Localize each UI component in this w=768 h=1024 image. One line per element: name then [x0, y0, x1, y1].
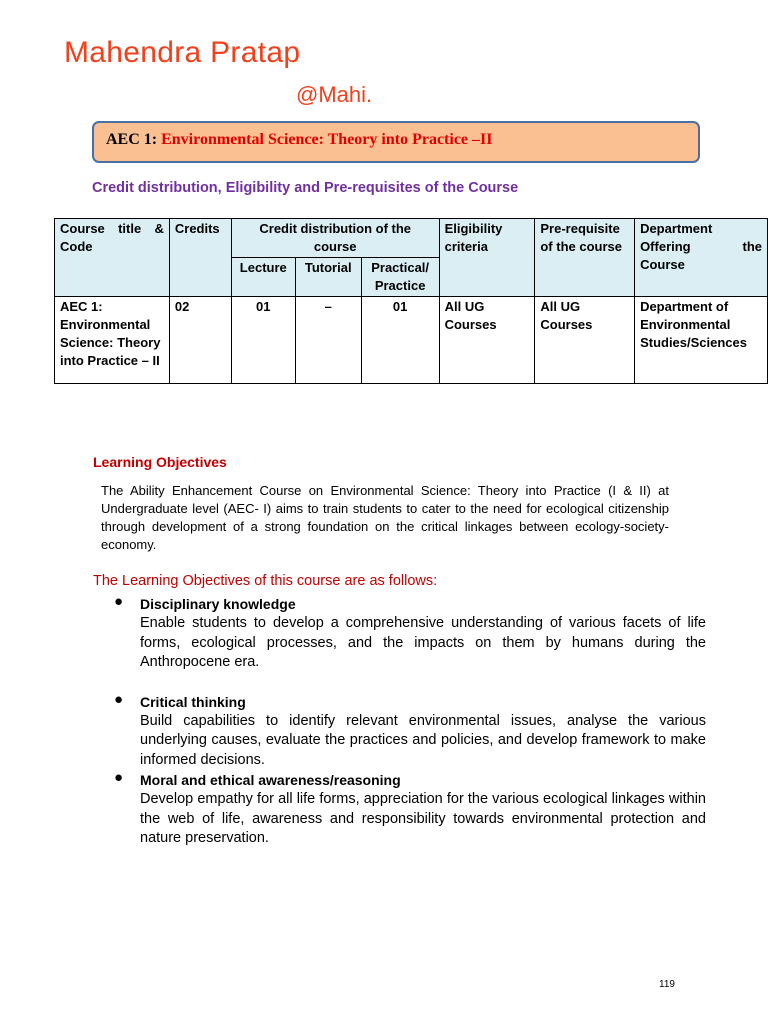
- header-credits: Credits: [169, 219, 231, 297]
- header-department: Department Offering the Course: [635, 219, 768, 297]
- objective-text: Build capabilities to identify relevant environmental issues, analyse the various underlying causes, evaluate the practices and policies, and develop framework to make informed decisions.: [140, 712, 706, 768]
- objective-text: Develop empathy for all life forms, appreciation for the various ecological linkages within the web of life, awareness and responsibility towards environmental protection and nature preservation.: [140, 791, 706, 846]
- course-code: AEC 1:: [106, 131, 158, 148]
- header-course-title-code: Course title & Code: [55, 219, 170, 297]
- list-item: [110, 594, 706, 673]
- author-name: Mahendra Pratap: [64, 36, 301, 69]
- objective-title: Moral and ethical awareness/reasoning: [140, 772, 401, 788]
- header-tutorial: Tutorial: [295, 258, 361, 297]
- course-title-box: [92, 121, 700, 163]
- learning-objectives-heading: Learning Objectives: [93, 454, 227, 470]
- objective-title: Critical thinking: [140, 693, 246, 710]
- list-item: [110, 770, 706, 849]
- cell-credits: 02: [169, 297, 231, 384]
- objective-text: Enable students to develop a comprehensive understanding of various facets of life forms, ecological processes, and the impacts on them by humans during the Anthropocene era.: [140, 615, 706, 670]
- cell-department: Department of Environmental Studies/Sciences: [635, 297, 768, 384]
- credit-table: [54, 218, 768, 384]
- objective-title: Disciplinary knowledge: [140, 596, 296, 612]
- cell-eligibility: All UG Courses: [439, 297, 535, 384]
- credit-section-heading: Credit distribution, Eligibility and Pre-requisites of the Course: [92, 180, 519, 196]
- header-prerequisite: Pre-requisite of the course: [535, 219, 635, 297]
- course-title: Environmental Science: Theory into Practice –II: [161, 131, 493, 148]
- learning-objectives-lead: The Learning Objectives of this course are as follows:: [93, 573, 438, 589]
- cell-lecture: 01: [231, 297, 295, 384]
- table-header-row: [55, 219, 768, 258]
- header-practical: Practical/ Practice: [361, 258, 439, 297]
- objectives-list: [110, 594, 706, 849]
- list-item: [110, 692, 706, 771]
- learning-objectives-intro: The Ability Enhancement Course on Environmental Science: Theory into Practice (I & II) at Undergraduate level (AEC- I) aims to train students to cater to the need for ecological citizenship through development of a strong foundation on the critical linkages between ecology-society-economy.: [101, 483, 669, 552]
- cell-course: AEC 1: Environmental Science: Theory into Practice – II: [55, 297, 170, 384]
- header-lecture: Lecture: [231, 258, 295, 297]
- cell-prerequisite: All UG Courses: [535, 297, 635, 384]
- bullet-icon: ●: [114, 769, 124, 786]
- header-credit-distribution: Credit distribution of the course: [231, 219, 439, 258]
- page-number: 119: [659, 979, 675, 990]
- bullet-icon: ●: [114, 690, 124, 708]
- author-handle: @Mahi.: [296, 82, 373, 107]
- cell-practical: 01: [361, 297, 439, 384]
- cell-tutorial: –: [295, 297, 361, 384]
- header-eligibility: Eligibility criteria: [439, 219, 535, 297]
- bullet-icon: ●: [114, 593, 124, 610]
- table-row: [55, 297, 768, 384]
